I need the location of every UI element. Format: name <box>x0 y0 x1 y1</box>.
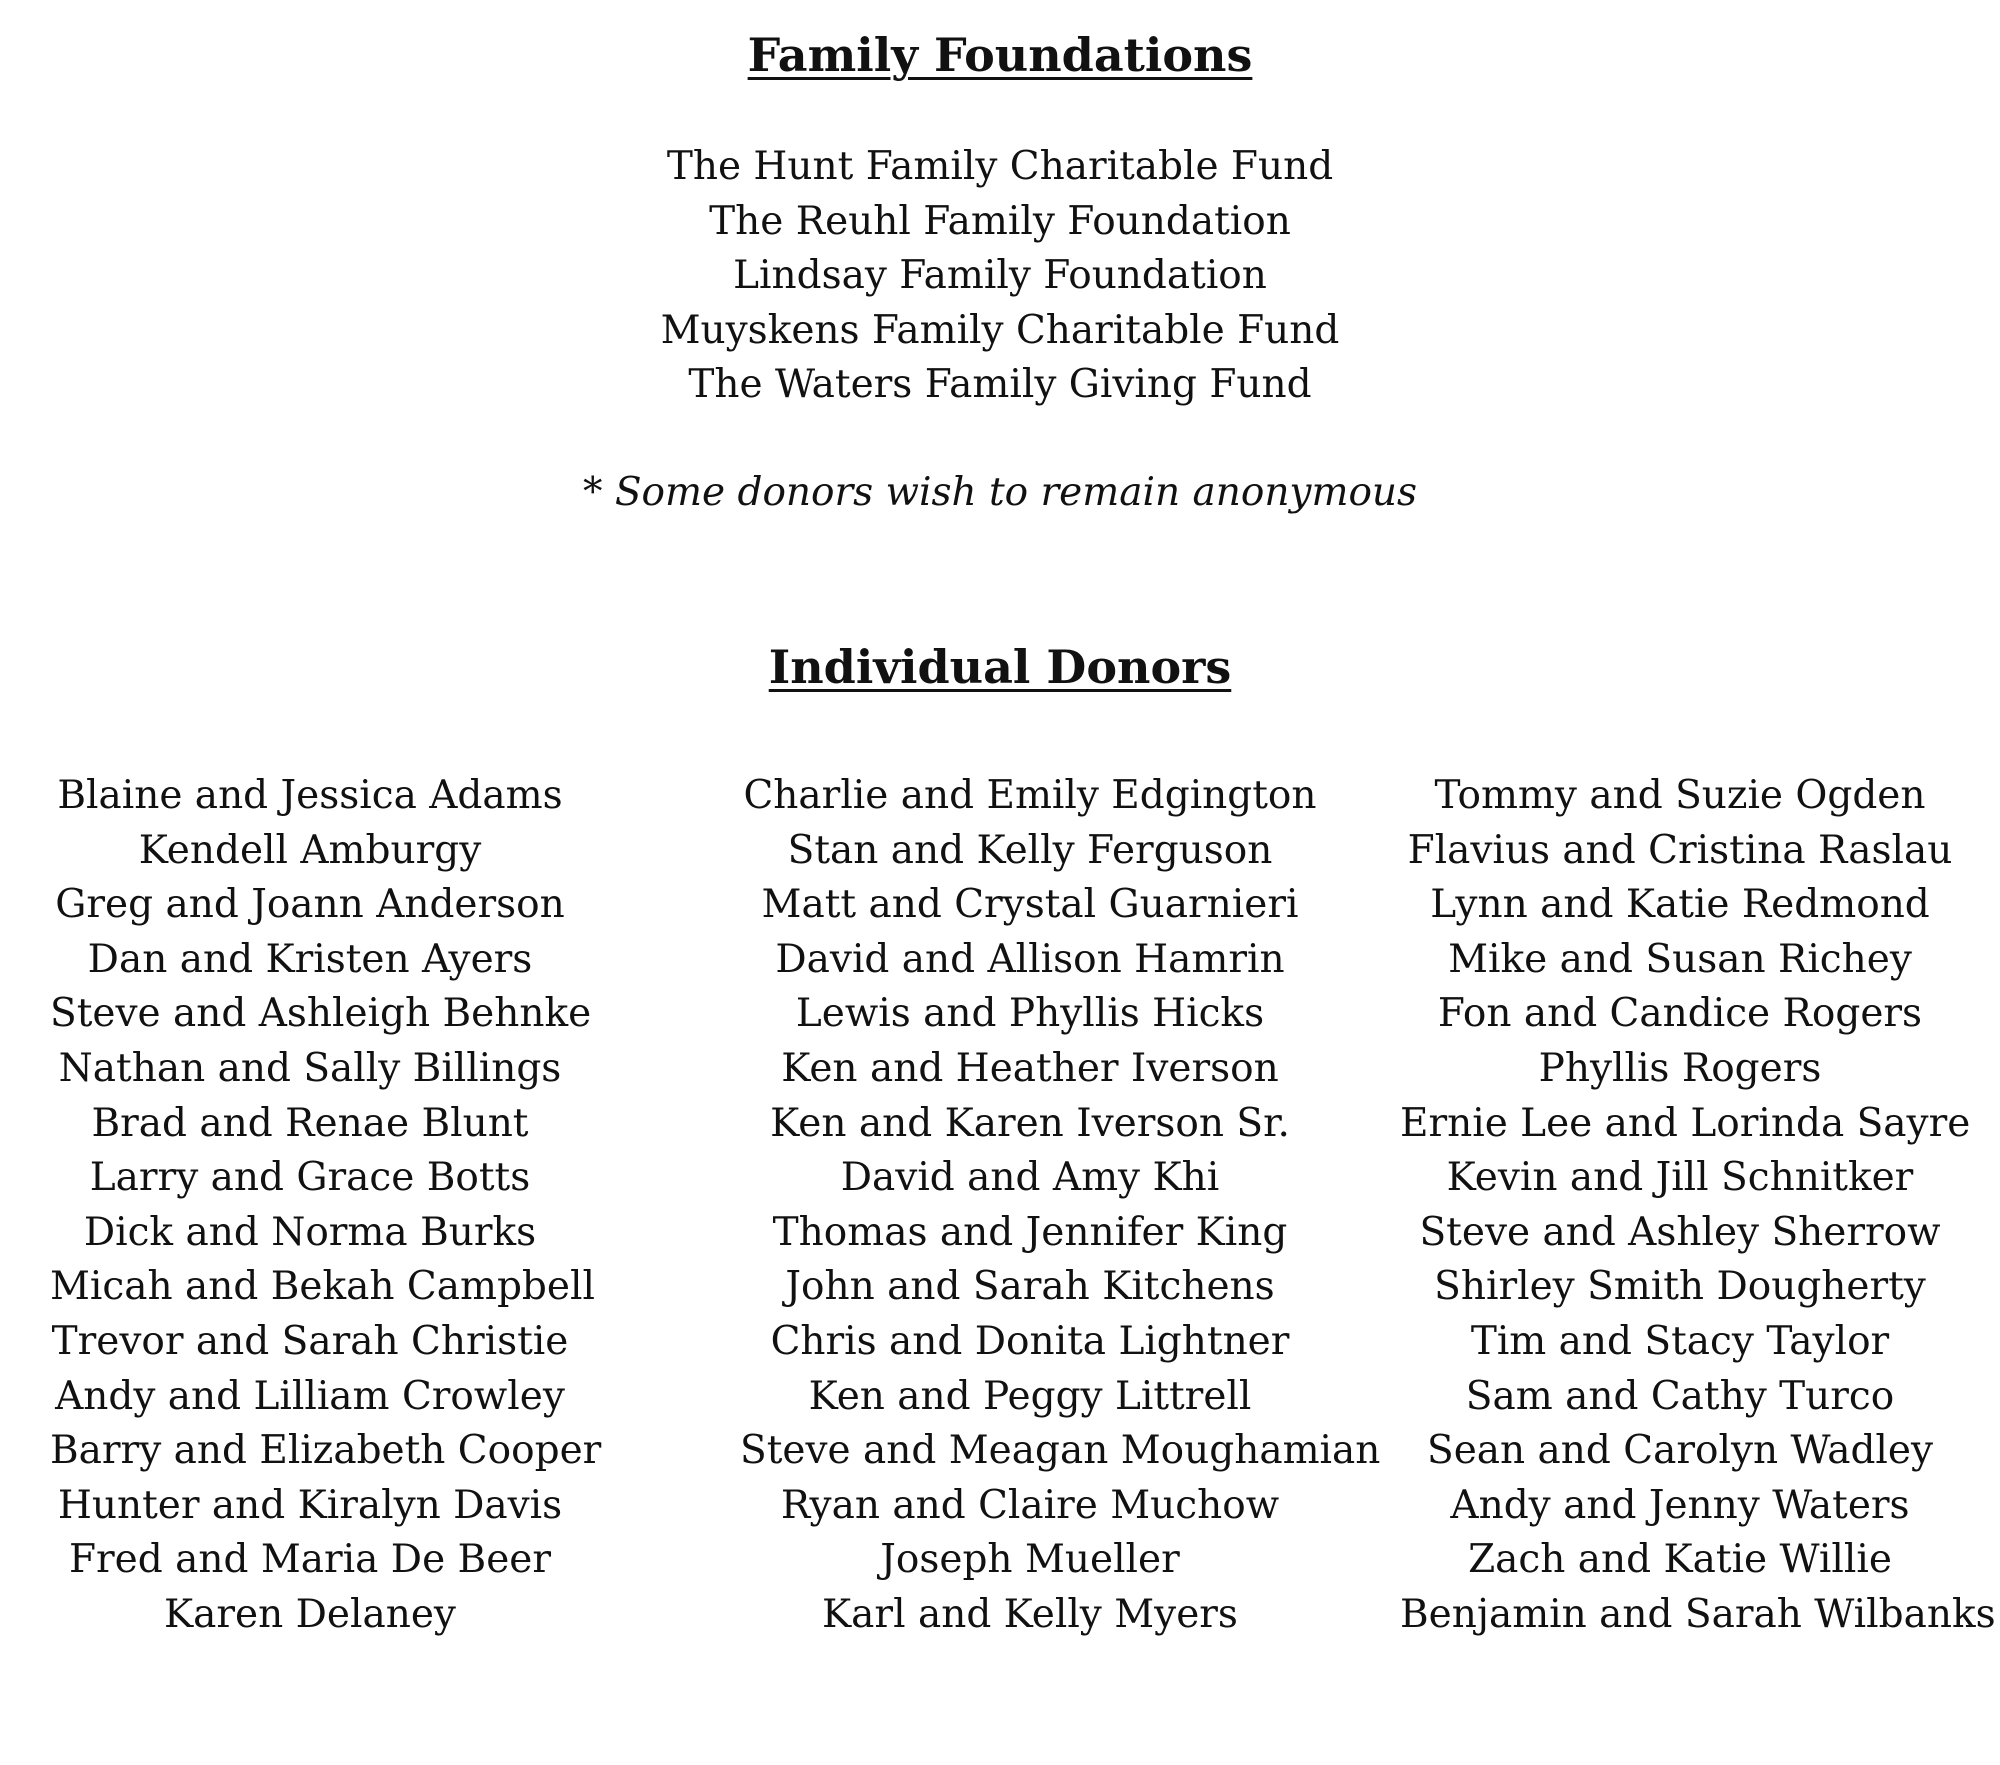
donor-name: Trevor and Sarah Christie <box>51 1318 569 1364</box>
donor-name: Mike and Susan Richey <box>1448 936 1912 982</box>
donor-name: John and Sarah Kitchens <box>785 1264 1275 1310</box>
donor-name: Ken and Heather Iverson <box>781 1045 1279 1091</box>
family-foundations-heading: Family Foundations <box>747 28 1253 82</box>
donor-name: Micah and Bekah Campbell <box>50 1264 595 1310</box>
donor-name: David and Amy Khi <box>840 1155 1220 1201</box>
donor-name: Joseph Mueller <box>880 1537 1180 1583</box>
donor-name: Fon and Candice Rogers <box>1437 991 1923 1037</box>
donor-name: Tommy and Suzie Ogden <box>1434 773 1926 818</box>
donor-name: Greg and Joann Anderson <box>55 882 565 928</box>
donor-column-1 <box>50 769 602 1643</box>
donor-name: Andy and Lilliam Crowley <box>55 1373 565 1419</box>
donor-column-2 <box>740 769 1381 1643</box>
individual-donors-heading: Individual Donors <box>768 640 1232 694</box>
anonymous-note: * Some donors wish to remain anonymous <box>582 470 1418 515</box>
donor-name: Ernie Lee and Lorinda Sayre <box>1400 1100 1971 1146</box>
donor-name: Steve and Ashleigh Behnke <box>50 991 592 1037</box>
donor-name: Karl and Kelly Myers <box>822 1591 1238 1637</box>
donor-name: Larry and Grace Botts <box>89 1155 531 1201</box>
foundations-list <box>0 140 2000 413</box>
donor-name: Sam and Cathy Turco <box>1465 1373 1895 1419</box>
donor-name: Barry and Elizabeth Cooper <box>50 1428 602 1474</box>
donor-name: Hunter and Kiralyn Davis <box>57 1482 563 1528</box>
donor-name: Tim and Stacy Taylor <box>1470 1318 1890 1364</box>
donor-name: Dick and Norma Burks <box>83 1209 537 1255</box>
donor-name: Dan and Kristen Ayers <box>87 936 533 982</box>
donor-name: Fred and Maria De Beer <box>68 1537 552 1583</box>
foundation-item: Lindsay Family Foundation <box>733 253 1267 298</box>
donor-name: Shirley Smith Dougherty <box>1434 1264 1926 1310</box>
donor-name: Ken and Peggy Littrell <box>808 1373 1252 1419</box>
donor-name: Kevin and Jill Schnitker <box>1446 1155 1914 1201</box>
donor-name: David and Allison Hamrin <box>775 936 1285 982</box>
foundation-item: The Hunt Family Charitable Fund <box>666 144 1334 189</box>
donor-name: Kendell Amburgy <box>138 827 482 873</box>
donor-name: Matt and Crystal Guarnieri <box>761 882 1299 928</box>
donor-name: Benjamin and Sarah Wilbanks <box>1400 1591 1996 1637</box>
donor-name: Lynn and Katie Redmond <box>1430 882 1930 928</box>
donor-name: Phyllis Rogers <box>1538 1045 1822 1091</box>
donor-column-3 <box>1400 769 1996 1643</box>
donor-name: Zach and Katie Willie <box>1468 1537 1892 1583</box>
foundation-item: Muyskens Family Charitable Fund <box>660 307 1340 353</box>
donor-name: Ken and Karen Iverson Sr. <box>770 1100 1290 1146</box>
donor-name: Chris and Donita Lightner <box>770 1318 1290 1364</box>
donor-name: Stan and Kelly Ferguson <box>787 827 1273 873</box>
donor-name: Andy and Jenny Waters <box>1450 1482 1910 1528</box>
donor-name: Nathan and Sally Billings <box>58 1045 562 1091</box>
donor-name: Steve and Meagan Moughamian <box>740 1428 1381 1474</box>
donor-name: Flavius and Cristina Raslau <box>1407 827 1953 873</box>
donor-name: Ryan and Claire Muchow <box>780 1482 1280 1528</box>
donor-name: Karen Delaney <box>164 1591 456 1637</box>
donor-name: Thomas and Jennifer King <box>772 1209 1288 1255</box>
donor-name: Lewis and Phyllis Hicks <box>795 991 1265 1037</box>
donor-name: Charlie and Emily Edgington <box>743 773 1317 818</box>
donor-name: Brad and Renae Blunt <box>91 1100 529 1146</box>
foundation-item: The Reuhl Family Foundation <box>709 198 1291 244</box>
donor-name: Steve and Ashley Sherrow <box>1419 1209 1941 1255</box>
donor-name: Sean and Carolyn Wadley <box>1426 1428 1934 1474</box>
donor-name: Blaine and Jessica Adams <box>57 773 563 818</box>
foundation-item: The Waters Family Giving Fund <box>688 362 1312 407</box>
